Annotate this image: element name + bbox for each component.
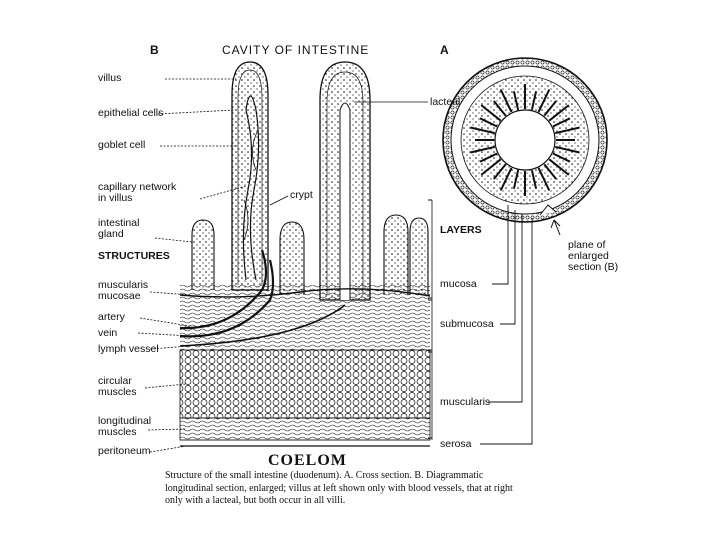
- layer-submucosa: submucosa: [440, 318, 494, 330]
- caption-line-3: only with a lacteal, but both occur in all villi.: [165, 495, 346, 506]
- label-epithelial-cells: epithelial cells: [98, 107, 164, 119]
- longitudinal-muscle-band: [180, 418, 430, 440]
- label-goblet-cell: goblet cell: [98, 139, 146, 151]
- label-muscularis-mucosae: muscularis mucosae: [98, 279, 149, 302]
- circular-muscle-band: [180, 350, 430, 418]
- layer-muscularis: muscularis: [440, 396, 491, 408]
- caption-line-2: longitudinal section, enlarged; villus at left shown only with blood vessels, that at right: [165, 482, 513, 494]
- label-longitudinal-muscles: longitudinal muscles: [98, 415, 152, 438]
- layers-heading: LAYERS: [440, 224, 482, 236]
- caption-line-1: Structure of the small intestine (duodenum). A. Cross section. B. Diagrammatic: [165, 470, 484, 481]
- crypt-label: crypt: [290, 189, 313, 201]
- lumen: [495, 110, 555, 170]
- layer-mucosa: mucosa: [440, 278, 477, 290]
- section-a-label: A: [440, 43, 450, 57]
- plane-arrow: [551, 220, 560, 235]
- lacteal-vessel: [340, 103, 350, 300]
- label-artery: artery: [98, 311, 125, 323]
- label-intestinal-gland: intestinal gland: [98, 217, 140, 240]
- intestinal-gland-left: [192, 220, 214, 290]
- cross-section: [443, 58, 607, 235]
- label-peritoneum: peritoneum: [98, 445, 151, 457]
- lacteal-label: lacteal: [430, 96, 461, 108]
- caption: [165, 470, 635, 508]
- longitudinal-section: [180, 62, 432, 446]
- coelom-label: COELOM: [268, 452, 347, 469]
- label-capillary-network: capillary network in villus: [98, 181, 177, 204]
- layer-serosa: serosa: [440, 438, 472, 450]
- cavity-title: CAVITY OF INTESTINE: [222, 43, 370, 57]
- section-b-label: B: [150, 43, 160, 57]
- label-lymph-vessel: lymph vessel: [98, 343, 159, 355]
- plane-label: plane of enlarged section (B): [568, 239, 619, 273]
- structures-heading: STRUCTURES: [98, 250, 170, 262]
- label-villus: villus: [98, 72, 122, 84]
- label-vein: vein: [98, 327, 118, 339]
- label-circular-muscles: circular muscles: [98, 375, 137, 398]
